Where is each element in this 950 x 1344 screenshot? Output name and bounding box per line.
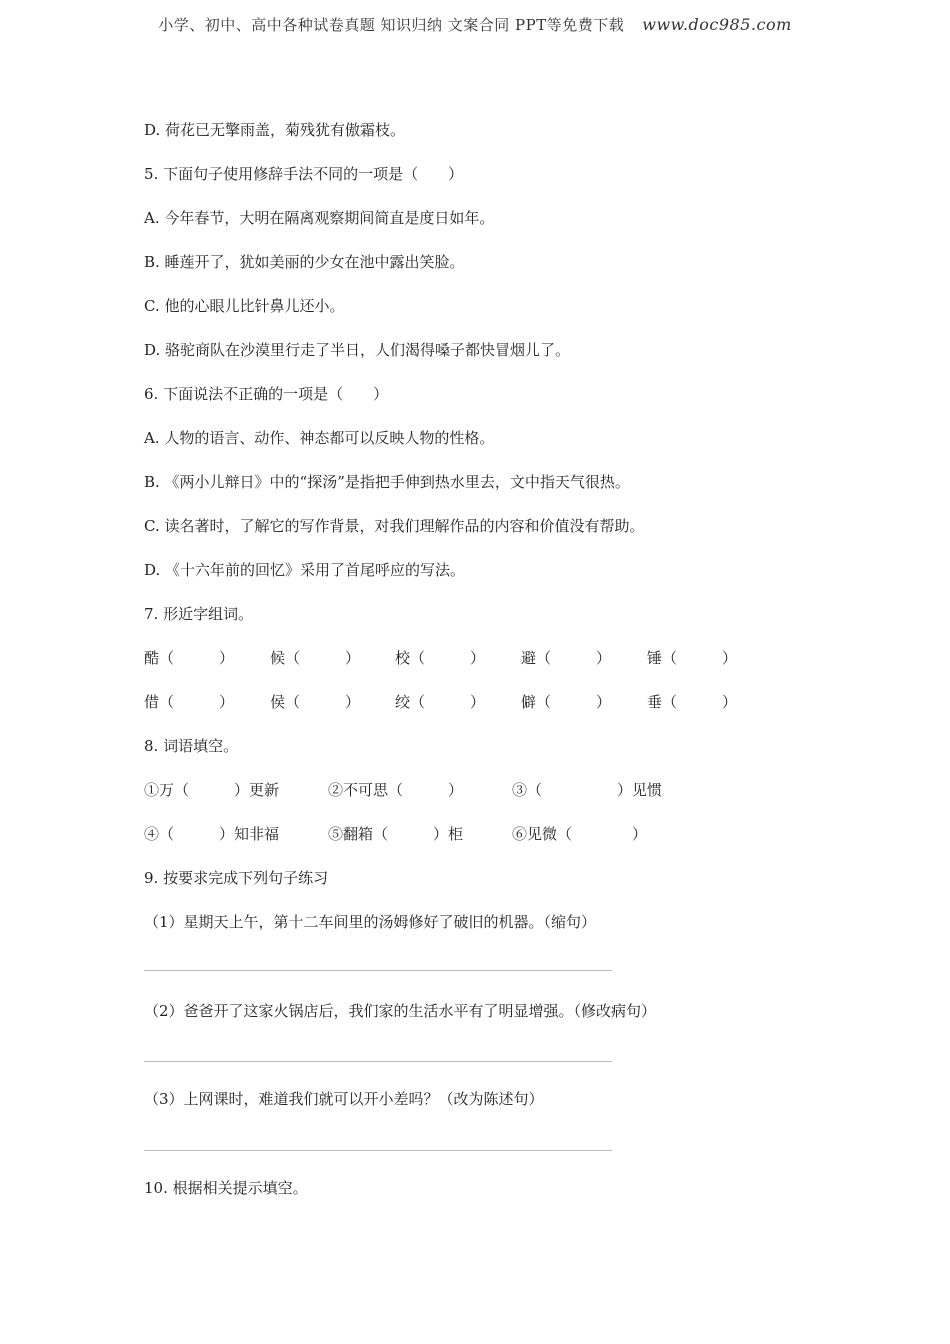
q9-item-1: （1）星期天上午，第十二车间里的汤姆修好了破旧的机器。（缩句）: [144, 913, 597, 931]
q8-cell[interactable]: ④（ ）知非福: [144, 825, 280, 843]
q7-cell[interactable]: 校（ ）: [395, 649, 486, 667]
q8-row-1: [144, 780, 704, 800]
q4-option-d: D. 荷花已无擎雨盖，菊残犹有傲霜枝。: [144, 121, 406, 139]
page-header: [0, 14, 950, 35]
q7-cell[interactable]: 酷（ ）: [144, 649, 235, 667]
q7-cell[interactable]: 避（ ）: [521, 649, 612, 667]
q6-option-a: A. 人物的语言、动作、神态都可以反映人物的性格。: [144, 429, 495, 447]
q7-cell[interactable]: 侯（ ）: [270, 693, 361, 711]
q7-cell[interactable]: 僻（ ）: [521, 693, 612, 711]
q8-cell[interactable]: ②不可思（ ）: [328, 781, 464, 799]
q6-stem: 6. 下面说法不正确的一项是（ ）: [144, 385, 389, 403]
q5-option-b: B. 睡莲开了，犹如美丽的少女在池中露出笑脸。: [144, 253, 465, 271]
q7-stem: 7. 形近字组词。: [144, 605, 254, 623]
q10-stem: 10. 根据相关提示填空。: [144, 1179, 308, 1197]
q7-cell[interactable]: 候（ ）: [270, 649, 361, 667]
header-banner: 小学、初中、高中各种试卷真题 知识归纳 文案合同 PPT等免费下载: [158, 16, 625, 34]
q5-option-d: D. 骆驼商队在沙漠里行走了半日，人们渴得嗓子都快冒烟儿了。: [144, 341, 571, 359]
q6-option-d: D. 《十六年前的回忆》采用了首尾呼应的写法。: [144, 561, 466, 579]
answer-line[interactable]: [144, 970, 612, 971]
q8-cell[interactable]: ①万（ ）更新: [144, 781, 280, 799]
q5-stem: 5. 下面句子使用修辞手法不同的一项是（ ）: [144, 165, 464, 183]
q8-cell[interactable]: ⑥见微（ ）: [512, 825, 648, 843]
q5-option-a: A. 今年春节，大明在隔离观察期间简直是度日如年。: [144, 209, 495, 227]
q7-row-2: [144, 692, 764, 712]
q9-item-2: （2）爸爸开了这家火锅店后，我们家的生活水平有了明显增强。（修改病句）: [144, 1002, 657, 1020]
q8-stem: 8. 词语填空。: [144, 737, 239, 755]
q8-row-2: [144, 824, 704, 844]
q8-cell[interactable]: ⑤翻箱（ ）柜: [328, 825, 464, 843]
q9-item-3: （3）上网课时，难道我们就可以开小差吗？（改为陈述句）: [144, 1090, 544, 1108]
q6-option-c: C. 读名著时，了解它的写作背景，对我们理解作品的内容和价值没有帮助。: [144, 517, 645, 535]
q7-row-1: [144, 648, 764, 668]
q7-cell[interactable]: 锤（ ）: [647, 649, 738, 667]
q8-cell[interactable]: ③（ ）见惯: [512, 781, 663, 799]
q9-stem: 9. 按要求完成下列句子练习: [144, 869, 329, 887]
q7-cell[interactable]: 垂（ ）: [647, 693, 738, 711]
header-site[interactable]: www.doc985.com: [642, 15, 792, 34]
q7-cell[interactable]: 借（ ）: [144, 693, 235, 711]
q7-cell[interactable]: 绞（ ）: [395, 693, 486, 711]
q5-option-c: C. 他的心眼儿比针鼻儿还小。: [144, 297, 345, 315]
answer-line[interactable]: [144, 1150, 612, 1151]
answer-line[interactable]: [144, 1061, 612, 1062]
q6-option-b: B. 《两小儿辩日》中的“探汤”是指把手伸到热水里去，文中指天气很热。: [144, 473, 630, 491]
